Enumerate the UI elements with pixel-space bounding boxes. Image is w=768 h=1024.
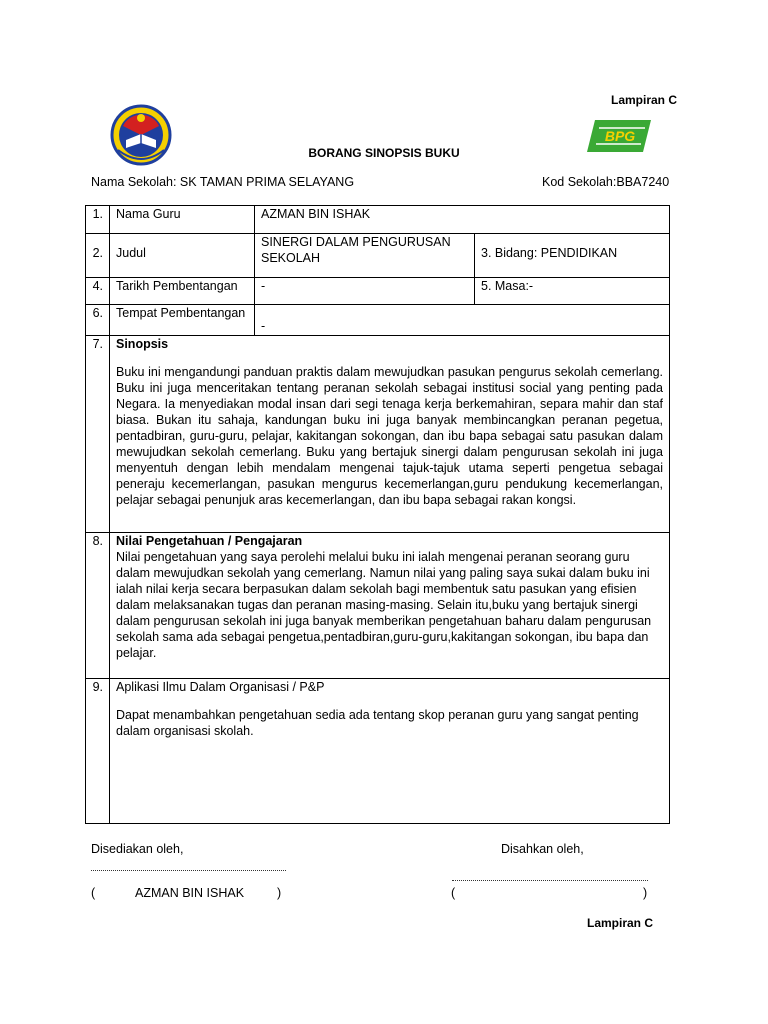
presentation-date-label: Tarikh Pembentangan [110, 278, 255, 305]
application-text: Dapat menambahkan pengetahuan sedia ada tentang skop peranan guru yang sangat penting dalam organisasi skolah. [116, 708, 639, 738]
title-value: SINERGI DALAM PENGURUSAN SEKOLAH [255, 234, 475, 278]
title-label: Judul [110, 234, 255, 278]
paren-open: ( [451, 886, 456, 900]
row-number: 9. [86, 679, 110, 824]
row-application [86, 679, 670, 824]
lampiran-label-bottom: Lampiran C [587, 916, 654, 930]
row-number: 7. [86, 336, 110, 533]
approved-by-signature [451, 886, 651, 900]
teacher-name-label: Nama Guru [110, 206, 255, 234]
row-presentation-date [86, 278, 670, 305]
prepared-by-label: Disediakan oleh, [91, 842, 184, 856]
time-value: 5. Masa:- [475, 278, 670, 305]
paren-close: ) [643, 886, 648, 900]
svg-text:BPG: BPG [604, 128, 636, 144]
approved-by-label: Disahkan oleh, [501, 842, 584, 856]
form-title: BORANG SINOPSIS BUKU [308, 146, 460, 160]
school-code: Kod Sekolah:BBA7240 [542, 175, 670, 189]
row-teacher-name [86, 206, 670, 234]
knowledge-value-heading: Nilai Pengetahuan / Pengajaran [116, 534, 303, 548]
application-heading: Aplikasi Ilmu Dalam Organisasi / P&P [116, 680, 325, 694]
presentation-date-value: - [255, 278, 475, 305]
row-synopsis [86, 336, 670, 533]
paren-open: ( [91, 886, 96, 900]
row-knowledge-value [86, 533, 670, 679]
signature-line-prepared [91, 870, 286, 871]
row-number: 6. [86, 305, 110, 336]
paren-close: ) [277, 886, 282, 900]
presentation-place-value: - [255, 305, 670, 336]
knowledge-value-text: Nilai pengetahuan yang saya perolehi melalui buku ini ialah mengenai peranan seorang guru dalam mewujudkan sekolah yang cemerlang. Namun nilai yang paling saya sukai dalam buku ini ialah nilai kerja secara berpasukan dalam sekolah bagi membentuk satu pasukan yang efisien dalam melaksanakan tugas dan peranan masing-masing. Selain itu,buku yang bertajuk sinergi dalam pengurusan sekolah ini juga banyak memberikan pengetahuan baharu dalam pengurusan sekolah sama ada sebagai pengetua,pentadbiran,guru-guru,kakitangan sokongan, ibu bapa dan pelajar. [116, 550, 652, 660]
field-value: 3. Bidang: PENDIDIKAN [475, 234, 670, 278]
row-presentation-place [86, 305, 670, 336]
signature-line-approved [452, 880, 648, 881]
teacher-name-value: AZMAN BIN ISHAK [255, 206, 670, 234]
synopsis-text: Buku ini mengandungi panduan praktis dalam mewujudkan pasukan pengurus sekolah cemerlang. Buku ini juga menceritakan tentang peranan sekolah sebagai institusi social yang penting pada Negara. Ia menyediakan modal insan dari segi tenaga kerja berkemahiran, separa mahir dan staf biasa. Bukan itu sahaja, kandungan buku ini juga banyak membincangkan peranan pegetua, pentadbiran, guru-guru, pelajar, kakitangan sokongan, dan ibu bapa sebagai satu pasukan dalam mewujudkan sekolah cemerlang. Buku yang bertajuk sinergi dalam pengurusan sekolah ini juga menyentuh dengan lebih mendalam mengenai tajuk-tajuk utama seperti pengetua sebagai peneraju kecemerlangan, pasukan mengurus kecemerlangan,guru pendukung kecemerlangan, pelajar sebagai penunjuk aras kecemerlangan, dan ibu bapa sebagai rakan kongsi. [116, 365, 664, 507]
row-number: 2. [86, 234, 110, 278]
synopsis-heading: Sinopsis [116, 337, 169, 351]
prepared-by-name: AZMAN BIN ISHAK [135, 886, 245, 900]
row-number: 4. [86, 278, 110, 305]
row-number: 8. [86, 533, 110, 679]
presentation-place-label: Tempat Pembentangan [110, 305, 255, 336]
row-title [86, 234, 670, 278]
synopsis-form-table [85, 205, 670, 824]
row-number: 1. [86, 206, 110, 234]
school-name: Nama Sekolah: SK TAMAN PRIMA SELAYANG [91, 175, 355, 189]
lampiran-label-top: Lampiran C [610, 93, 677, 107]
